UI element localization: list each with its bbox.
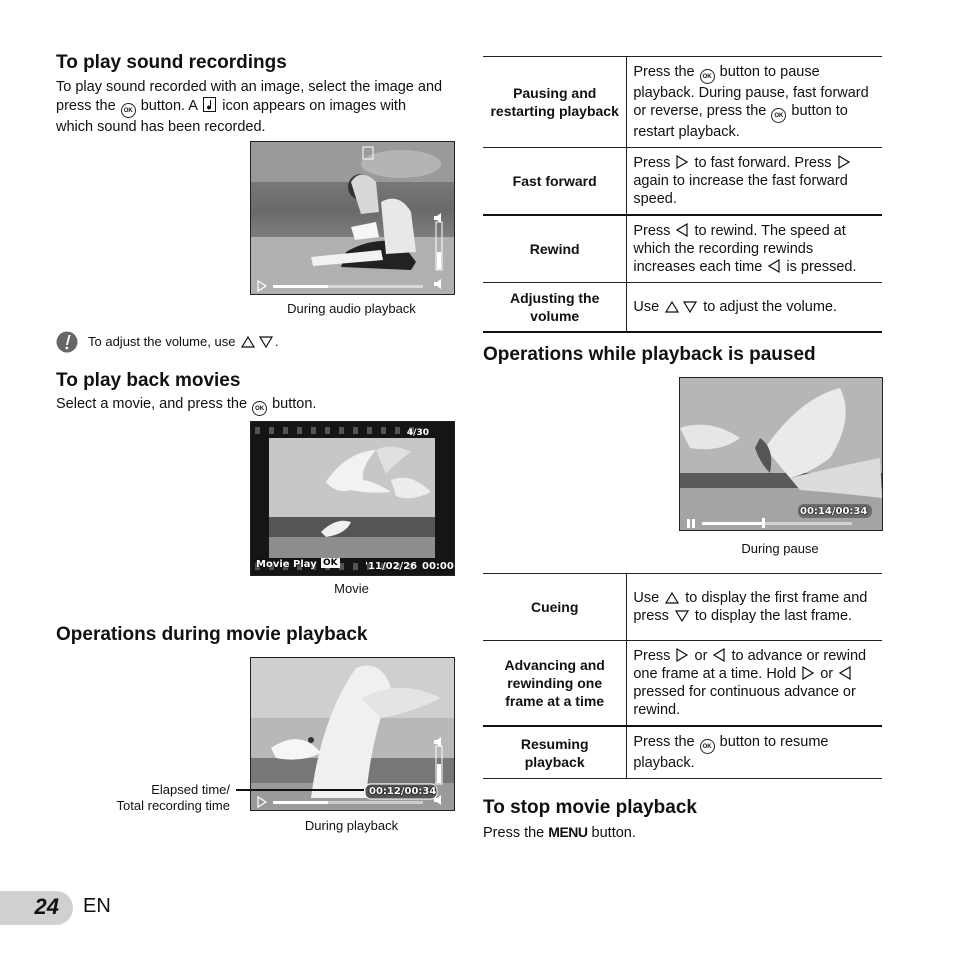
caution-icon (56, 331, 78, 353)
playback-operations-table (483, 56, 882, 333)
heading-operations-during-playback: Operations during movie playback (56, 624, 368, 645)
movie-date-label: '11/02/26 (365, 561, 418, 572)
table-row (483, 283, 882, 333)
row-label: Fast forward (483, 148, 627, 216)
page-number-tab (0, 891, 73, 925)
paused-playback-image (679, 377, 883, 531)
movie-image (250, 421, 455, 576)
seagulls-film-frame-image (251, 422, 454, 575)
table-row (483, 148, 882, 216)
ok-button-icon: OK (252, 401, 267, 416)
row-label: Advancing and rewinding one frame at a time (483, 641, 627, 727)
caption-during-playback: During playback (304, 818, 399, 833)
heading-operations-while-paused: Operations while playback is paused (483, 344, 816, 365)
row-label: Cueing (483, 574, 627, 641)
row-description: Press the OK button to pause playback. During pause, fast forward or reverse, press the OK button to restart playback. (633, 64, 869, 140)
row-label: Resuming playback (483, 726, 627, 779)
movies-paragraph: Select a movie, and press the OK button. (56, 395, 316, 416)
elapsed-time-label: 00:12/00:34 (369, 786, 437, 797)
left-arrow-icon (839, 666, 851, 680)
right-arrow-icon (676, 155, 688, 169)
caption-during-pause: During pause (741, 541, 819, 556)
row-label: Rewind (483, 215, 627, 283)
frame-count-label: 4/30 (406, 428, 429, 438)
row-label: Adjusting the volume (483, 283, 627, 333)
row-description: Use to display the first frame and press to display the last frame. (633, 590, 868, 624)
left-arrow-icon (768, 259, 780, 273)
table-row (483, 726, 882, 779)
table-row (483, 641, 882, 727)
right-arrow-icon (838, 155, 850, 169)
ok-button-icon: OK (121, 103, 136, 118)
sound-note-icon (203, 97, 216, 112)
row-description: Use to adjust the volume. (633, 299, 838, 315)
table-row (483, 574, 882, 641)
down-arrow-icon (675, 610, 689, 622)
row-description: Press to rewind. The speed at which the recording rewinds increases each time is pressed. (633, 223, 857, 275)
row-description: Press the OK button to resume playback. (633, 734, 829, 771)
ok-button-icon: OK (771, 108, 786, 123)
stop-paragraph: Press the MENU button. (483, 824, 636, 841)
heading-stop-movie-playback: To stop movie playback (483, 797, 697, 818)
ok-button-icon: OK (700, 69, 715, 84)
caption-movie: Movie (334, 581, 369, 596)
row-label: Pausing and restarting playback (483, 57, 627, 148)
row-description: Press or to advance or rewind one frame at a time. Hold or pressed for continuous advance or rewind. (633, 648, 867, 718)
paused-operations-table (483, 573, 882, 779)
heading-play-back-movies: To play back movies (56, 370, 241, 391)
movie-playback-image (250, 657, 455, 811)
table-row (483, 215, 882, 283)
language-label: EN (83, 895, 111, 917)
caption-audio-playback: During audio playback (287, 301, 416, 316)
up-arrow-icon (241, 336, 255, 348)
row-description: Press to fast forward. Press again to increase the fast forward speed. (633, 155, 848, 207)
audio-playback-image (250, 141, 455, 295)
menu-button-label: MENU (548, 824, 588, 840)
paused-time-label: 00:14/00:34 (800, 506, 868, 517)
heading-sound-recordings: To play sound recordings (56, 52, 287, 73)
woman-reading-on-grass-image (251, 142, 454, 294)
left-arrow-icon (676, 223, 688, 237)
ok-button-icon: OK (700, 739, 715, 754)
right-arrow-icon (676, 648, 688, 662)
ok-badge: OK (323, 558, 338, 568)
page-number: 24 (34, 894, 59, 919)
right-arrow-icon (802, 666, 814, 680)
movie-length-label: 00:00 (422, 561, 454, 572)
left-arrow-icon (713, 648, 725, 662)
down-arrow-icon (683, 301, 697, 313)
movie-play-label: Movie Play (256, 559, 317, 570)
callout-elapsed-time: Elapsed time/ Total recording time (116, 782, 230, 813)
up-arrow-icon (665, 592, 679, 604)
volume-note: To adjust the volume, use . (88, 334, 279, 349)
callout-line (236, 789, 364, 791)
table-row (483, 57, 882, 148)
sound-paragraph: To play sound recorded with an image, select the image and press the OK button. A icon appears on images with which sound has been recorded. (56, 79, 443, 135)
up-arrow-icon (665, 301, 679, 313)
down-arrow-icon (259, 336, 273, 348)
